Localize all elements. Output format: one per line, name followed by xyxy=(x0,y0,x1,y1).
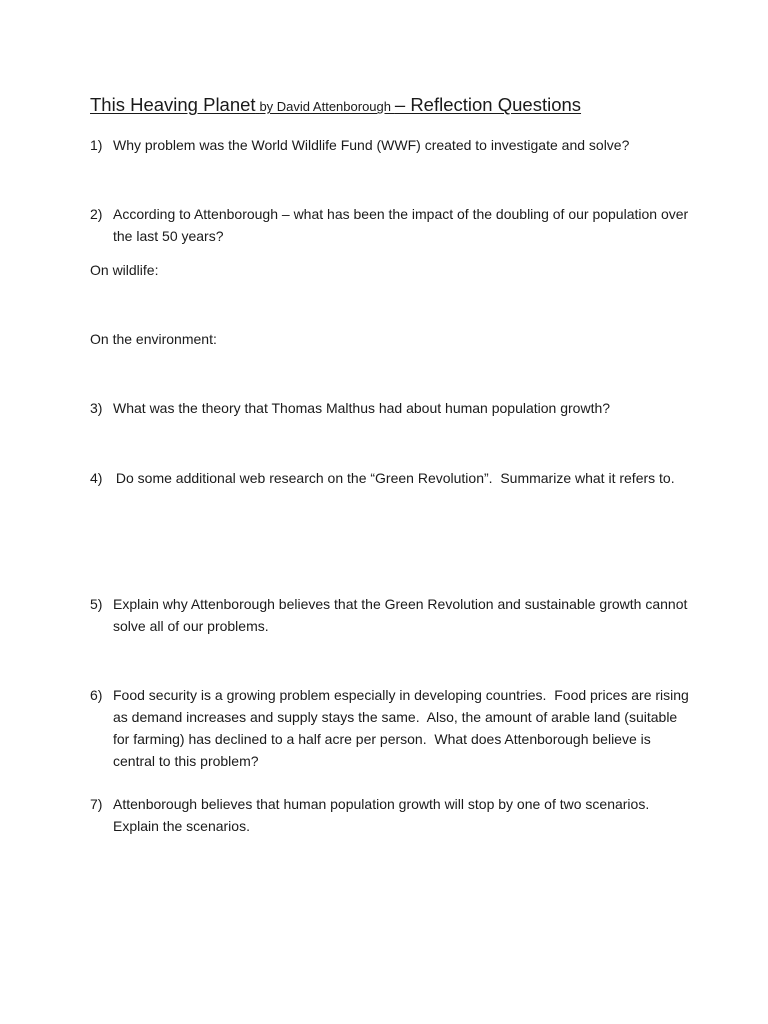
question-number: 7) xyxy=(90,796,103,812)
page-title xyxy=(90,94,690,116)
question-2 xyxy=(90,203,690,247)
question-text: Food security is a growing problem especially in developing countries. Food prices are rising as demand increases and supply stays the same. Also, the amount of arable land (suitable for farming) has declined to a half acre per person. What does Attenborough believe is central to this problem? xyxy=(113,687,693,769)
question-text: Explain why Attenborough believes that the Green Revolution and sustainable growth cannot solve all of our problems. xyxy=(113,596,688,634)
subprompt-environment: On the environment: xyxy=(90,331,217,347)
question-text: Attenborough believes that human population growth will stop by one of two scenarios. Explain the scenarios. xyxy=(113,796,657,834)
question-text: Do some additional web research on the “Green Revolution”. Summarize what it refers to. xyxy=(112,470,675,486)
title-author: by David Attenborough xyxy=(259,99,391,114)
question-4 xyxy=(90,467,690,489)
subprompt-wildlife: On wildlife: xyxy=(90,262,159,278)
question-3 xyxy=(90,397,690,419)
question-number: 4) xyxy=(90,470,103,486)
title-main: This Heaving Planet xyxy=(90,94,256,115)
question-number: 5) xyxy=(90,596,103,612)
question-number: 6) xyxy=(90,687,103,703)
question-number: 3) xyxy=(90,400,103,416)
question-text: Why problem was the World Wildlife Fund (WWF) created to investigate and solve? xyxy=(113,137,630,153)
title-suffix: – Reflection Questions xyxy=(394,94,582,115)
question-number: 1) xyxy=(90,137,103,153)
question-5 xyxy=(90,593,690,637)
question-text: What was the theory that Thomas Malthus had about human population growth? xyxy=(113,400,611,416)
question-number: 2) xyxy=(90,206,103,222)
question-text: According to Attenborough – what has been the impact of the doubling of our population over the last 50 years? xyxy=(113,206,689,244)
question-7 xyxy=(90,793,690,837)
question-1 xyxy=(90,134,690,156)
question-6 xyxy=(90,684,693,772)
